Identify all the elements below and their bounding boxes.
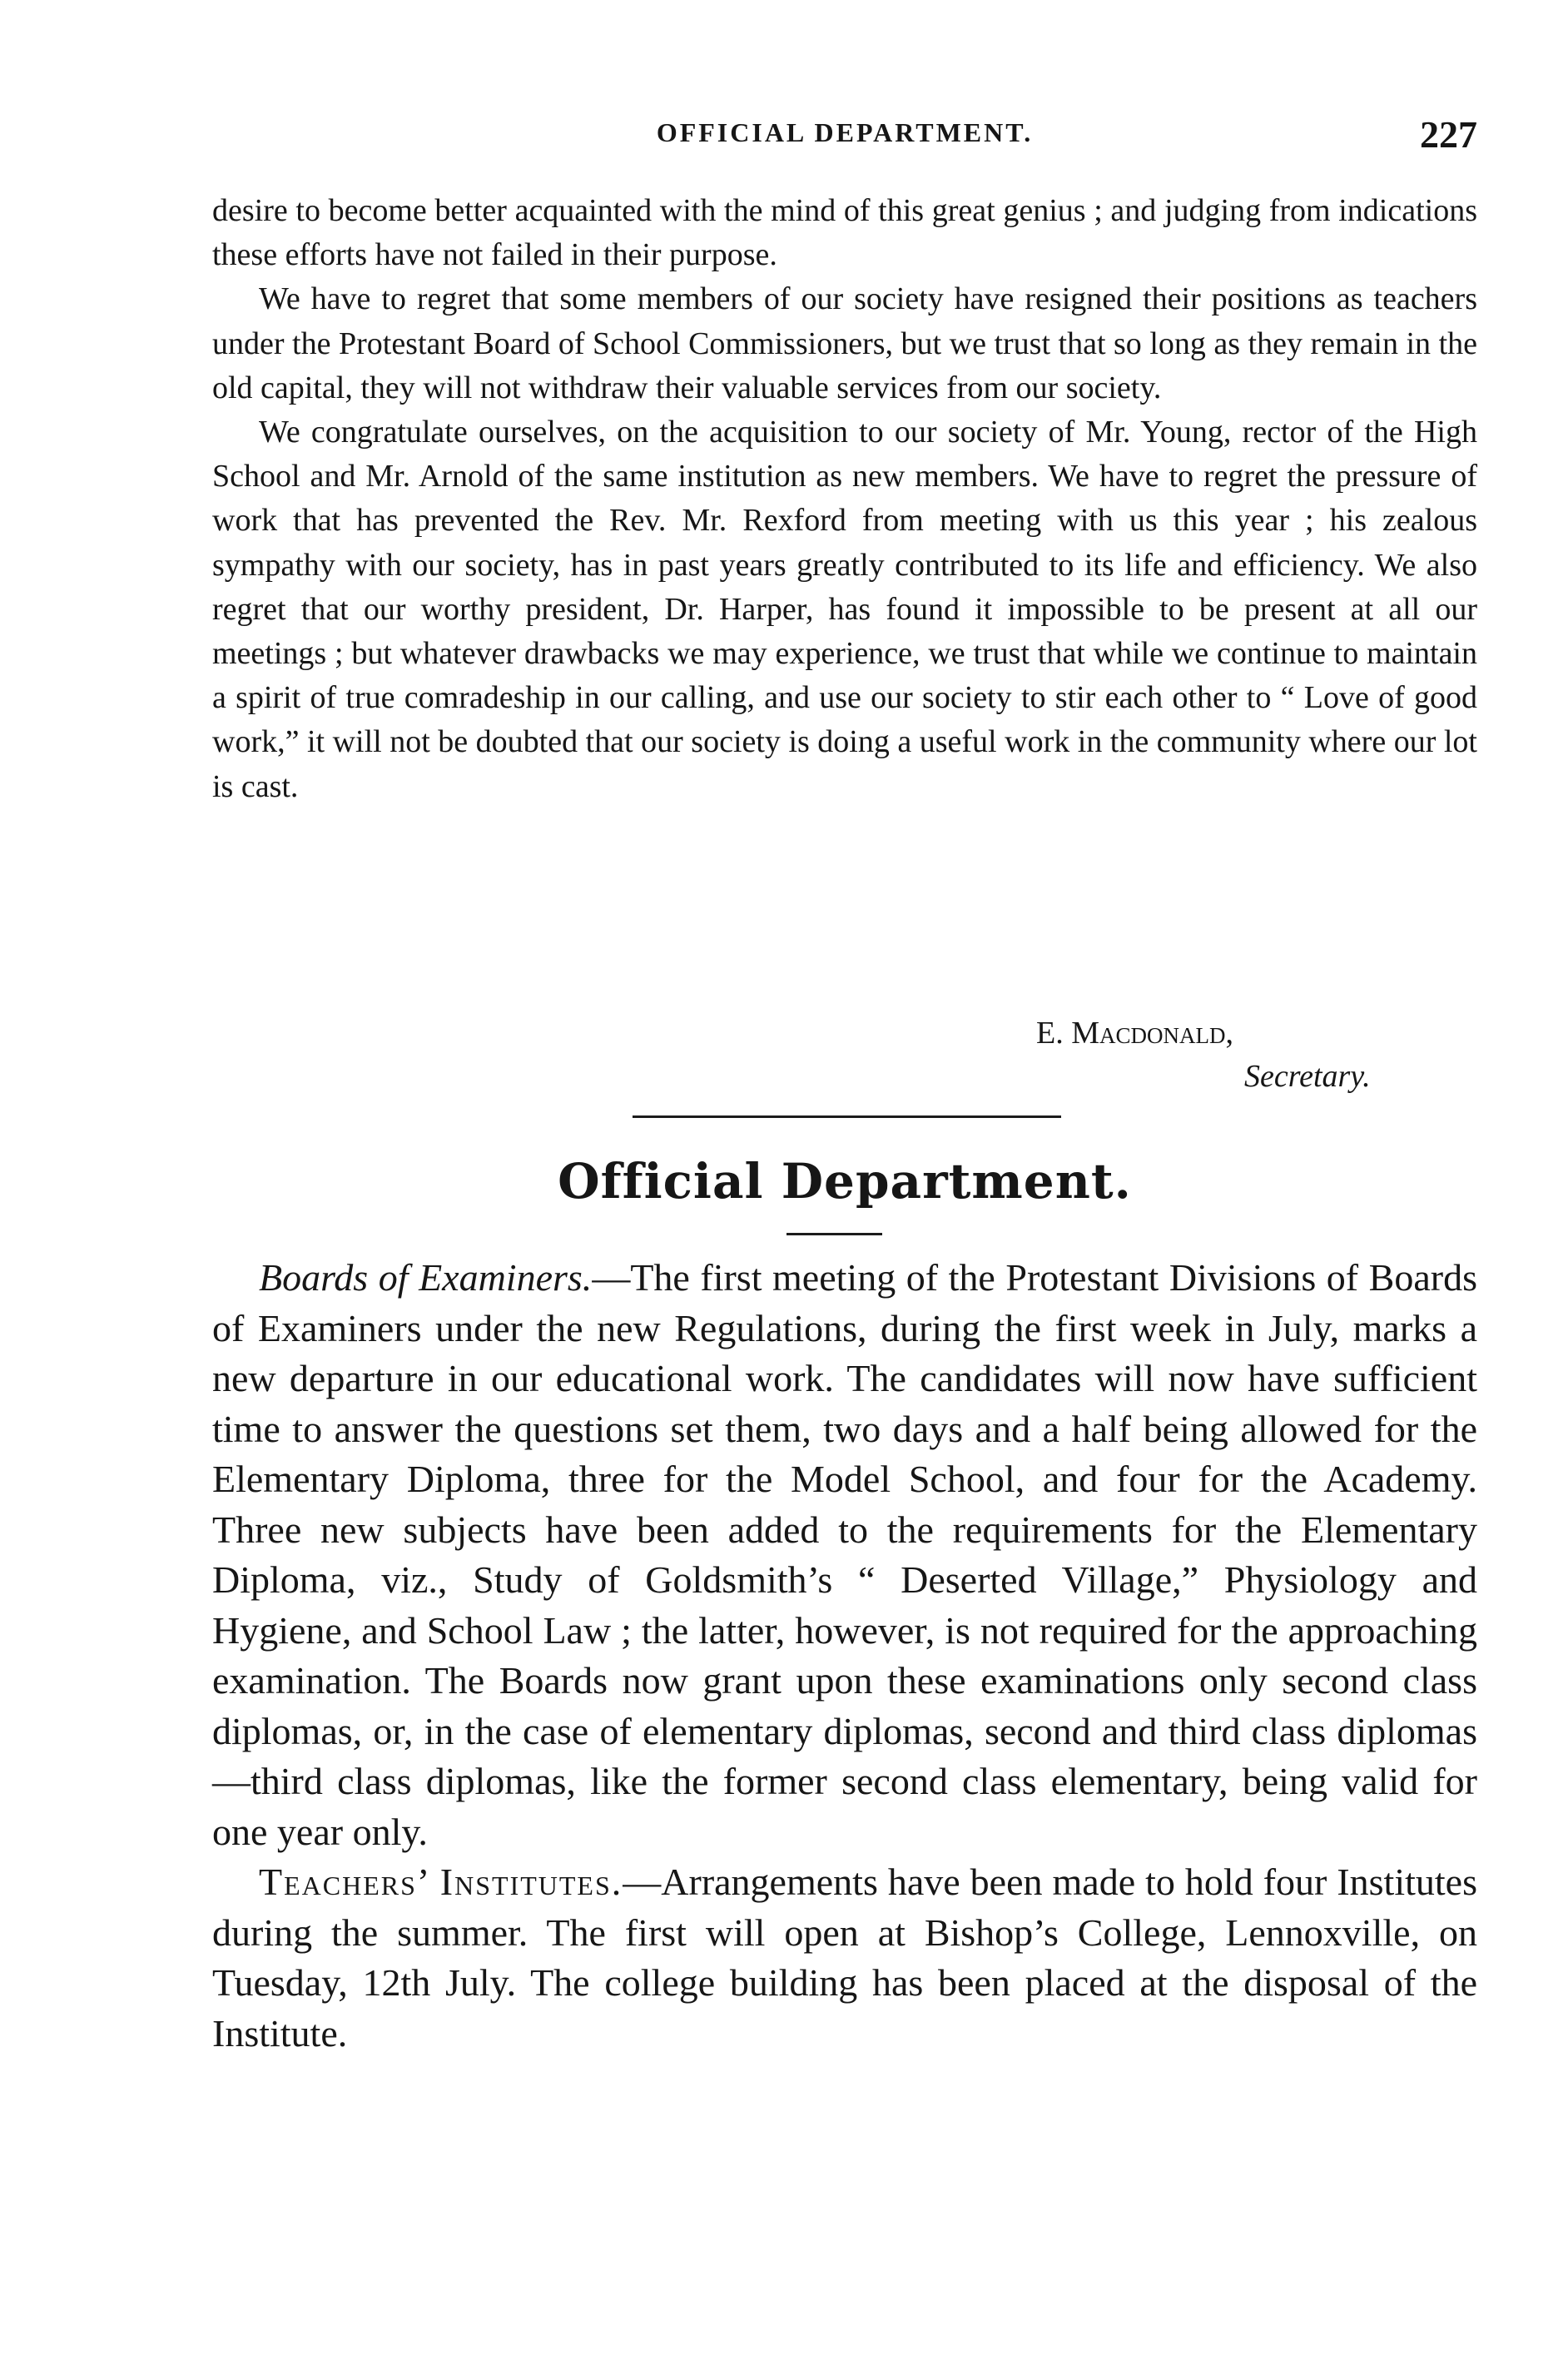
section-divider-rule (633, 1115, 1061, 1118)
teachers-institutes-paragraph (212, 1857, 1477, 2059)
report-text (212, 189, 1477, 809)
signature-block (212, 1011, 1477, 1098)
page-number: 227 (1420, 113, 1477, 156)
section-title: Official Department. (558, 1153, 1132, 1210)
boards-text: —The first meeting of the Protestant Divisions of Boards of Examiners under the new Regulations, during the first week in July, marks a new departure in our educational work. The candidates will now have sufficient time to answer the questions set them, two days and a half being allowed for the Elementary Diploma, three for the Model School, and four for the Academy. Three new subjects have been added to the requirements for the Elementary Diploma, viz., Study of Goldsmith’s “ Deserted Village,” Physiology and Hygiene, and School Law ; the latter, however, is not required for the approaching examination. The Boards now grant upon these examinations only second class diplomas, or, in the case of elementary diplomas, second and third class diplomas—third class diplomas, like the former second class elementary, being valid for one year only. (212, 1256, 1477, 1853)
boards-lead: Boards of Examiners. (259, 1256, 593, 1299)
institutes-lead: Teachers’ Institutes. (259, 1861, 623, 1903)
signature-title: Secretary. (1244, 1059, 1371, 1094)
signature-name: E. Macdonald, (1036, 1016, 1233, 1051)
running-head: OFFICIAL DEPARTMENT. (656, 117, 1034, 147)
report-paragraph-2: We have to regret that some members of our society have resigned their positions as teachers under the Protestant Board of School Commissioners, but we trust that so long as they remain in the old capital, they will not withdraw their valuable services from our society. (212, 281, 1477, 405)
boards-of-examiners-paragraph (212, 1253, 1477, 1857)
report-paragraph-3: We congratulate ourselves, on the acquisition to our society of Mr. Young, rector of the High School and Mr. Arnold of the same institution as new members. We have to regret the pressure of work that has prevented the Rev. Mr. Rexford from meeting with us this year ; his zealous sympathy with our society, has in past years greatly contributed to its life and efficiency. We also regret that our worthy president, Dr. Harper, has found it impossible to be present at all our meetings ; but whatever drawbacks we may experience, we trust that while we continue to maintain a spirit of true comradeship in our calling, and use our society to stir each other to “ Love of good work,” it will not be doubted that our society is doing a useful work in the community where our lot is cast. (212, 415, 1477, 804)
institutes-text: —Arrangements have been made to hold four Institutes during the summer. The first will open at Bishop’s College, Lennoxville, on Tuesday, 12th July. The college building has been placed at the disposal of the Institute. (212, 1861, 1477, 2054)
page-header (212, 112, 1477, 154)
title-underline-rule (786, 1233, 882, 1235)
report-paragraph-1: desire to become better acquainted with the mind of this great genius ; and judging from indications these efforts have not failed in their purpose. (212, 193, 1477, 273)
official-department-text (212, 1253, 1477, 2059)
